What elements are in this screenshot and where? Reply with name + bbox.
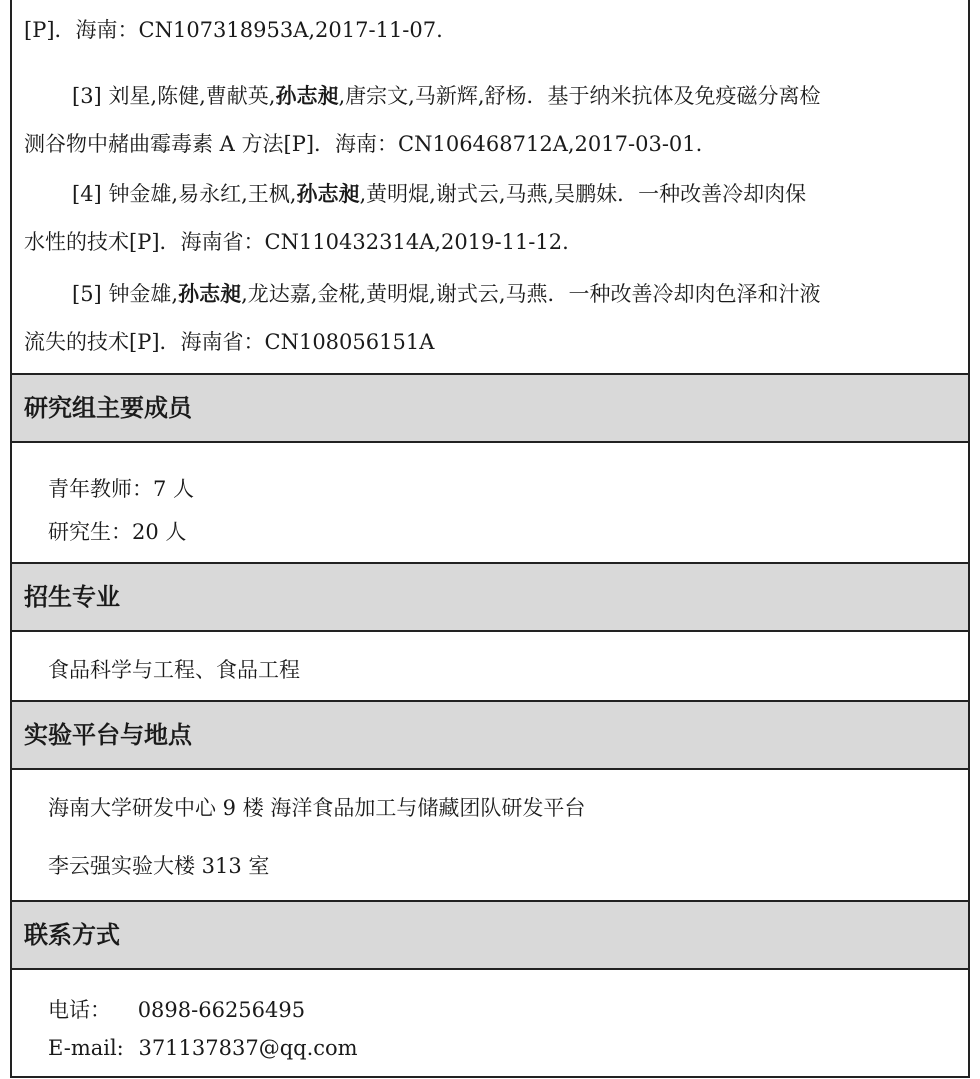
document-frame xyxy=(10,0,970,1078)
ref-5-pre: 钟金雄, xyxy=(108,282,179,306)
ref-3-num: [3] xyxy=(72,84,102,108)
ref-5-author: 孙志昶 xyxy=(178,281,242,306)
platform-line-1: 海南大学研发中心 9 楼 海洋食品加工与储藏团队研发平台 xyxy=(48,796,586,820)
majors-text: 食品科学与工程、食品工程 xyxy=(48,658,300,682)
reference-5 xyxy=(24,270,964,366)
ref-4-num: [4] xyxy=(72,182,102,206)
teachers-count: 青年教师：7 人 xyxy=(48,477,195,501)
contact-phone-row xyxy=(48,994,305,1024)
top-fragment-text: [P]．海南：CN107318953A,2017-11-07. xyxy=(24,18,443,42)
email-label: E-mail: xyxy=(48,1036,124,1060)
top-fragment xyxy=(24,10,964,50)
ref-3-post: ,唐宗文,马新辉,舒杨．基于纳米抗体及免疫磁分离检 xyxy=(338,84,821,108)
contact-email-row xyxy=(48,1036,358,1060)
reference-4 xyxy=(24,170,964,266)
ref-4-line2: 水性的技术[P]．海南省：CN110432314A,2019-11-12. xyxy=(24,230,569,254)
phone-number: 0898-66256495 xyxy=(137,998,306,1022)
platform-header: 实验平台与地点 xyxy=(12,700,968,770)
phone-label: 电话： xyxy=(48,998,111,1022)
ref-4-author: 孙志昶 xyxy=(296,181,360,206)
ref-5-line2: 流失的技术[P]．海南省：CN108056151A xyxy=(24,330,435,354)
email-address: 371137837@qq.com xyxy=(138,1036,358,1060)
ref-5-num: [5] xyxy=(72,282,102,306)
platform-line-2: 李云强实验大楼 313 室 xyxy=(48,854,270,878)
ref-3-author: 孙志昶 xyxy=(275,83,339,108)
ref-3-pre: 刘星,陈健,曹献英, xyxy=(108,84,276,108)
majors-header: 招生专业 xyxy=(12,562,968,632)
reference-3 xyxy=(24,72,964,168)
contact-header: 联系方式 xyxy=(12,900,968,970)
ref-3-line2: 测谷物中赭曲霉毒素 A 方法[P]．海南：CN106468712A,2017-03-01. xyxy=(24,132,703,156)
ref-4-pre: 钟金雄,易永红,王枫, xyxy=(108,182,297,206)
ref-4-post: ,黄明焜,谢式云,马燕,吴鹏妹．一种改善冷却肉保 xyxy=(359,182,807,206)
members-header: 研究组主要成员 xyxy=(12,373,968,443)
ref-5-post: ,龙达嘉,金椛,黄明焜,谢式云,马燕．一种改善冷却肉色泽和汁液 xyxy=(241,282,821,306)
students-count: 研究生：20 人 xyxy=(48,520,187,544)
